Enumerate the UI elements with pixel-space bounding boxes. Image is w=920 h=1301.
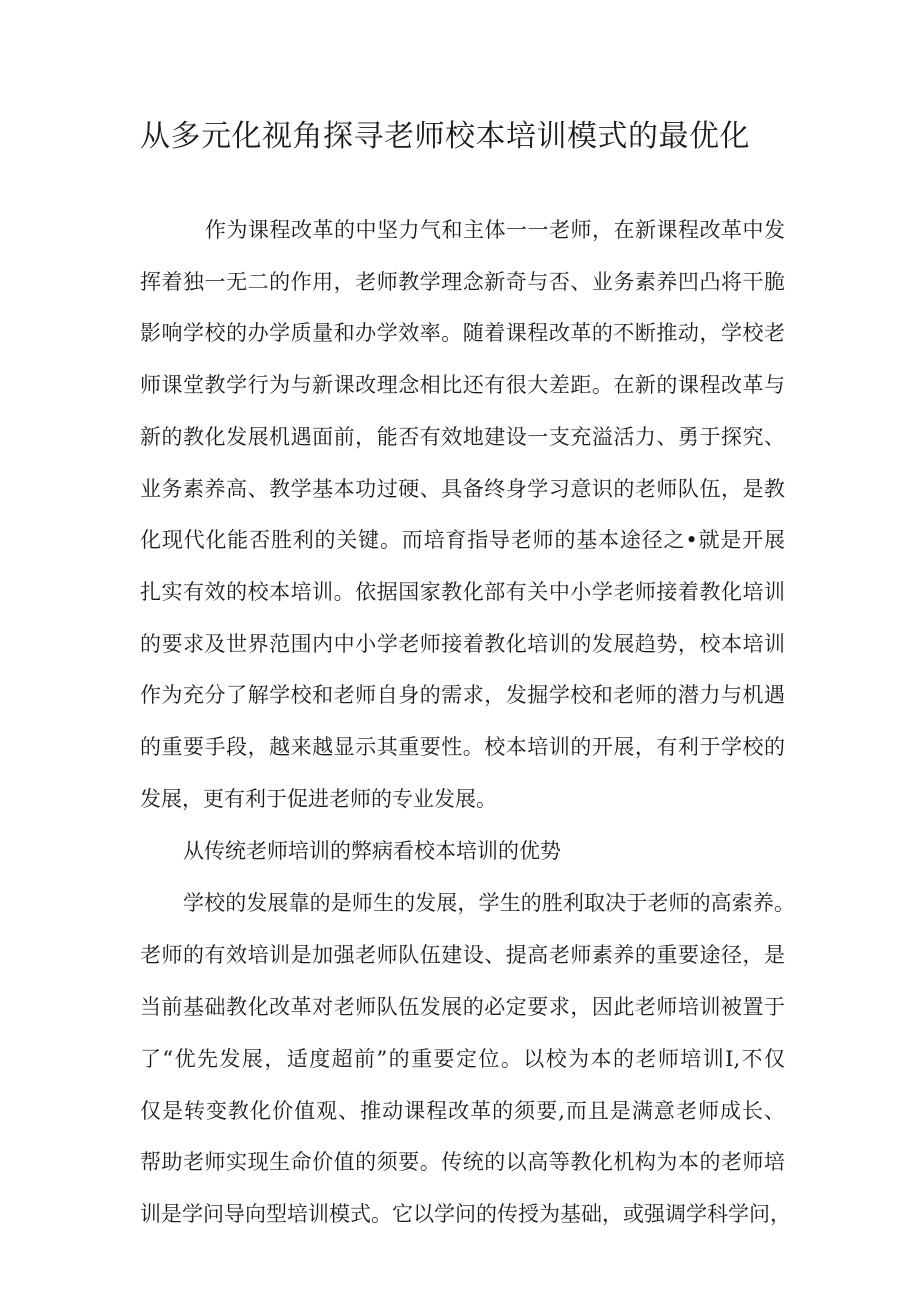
paragraph-1-line-1: 作为课程改革的中坚力气和主体一一老师，在新课程改革中发 xyxy=(205,218,785,242)
paragraph-1-line-4: 师课堂教学行为与新课改理念相比还有很大差距。在新的课程改革与 xyxy=(140,373,785,397)
paragraph-2-line-6: 帮助老师实现生命价值的须要。传统的以高等教化机构为本的老师培 xyxy=(140,1150,785,1174)
paragraph-2-line-3: 当前基础教化改革对老师队伍发展的必定要求，因此老师培训被置于 xyxy=(140,995,785,1019)
paragraph-2-line-2: 老师的有效培训是加强老师队伍建设、提高老师素养的重要途径，是 xyxy=(140,943,785,967)
paragraph-1-line-3: 影响学校的办学质量和办学效率。随着课程改革的不断推动，学校老 xyxy=(140,321,785,345)
document-title: 从多元化视角探寻老师校本培训模式的最优化 xyxy=(140,119,750,154)
paragraph-2-line-1: 学校的发展靠的是师生的发展，学生的胜利取决于老师的高索养。 xyxy=(183,891,795,915)
section-heading: 从传统老师培训的弊病看校本培训的优势 xyxy=(183,839,561,863)
paragraph-2-line-7: 训是学问导向型培训模式。它以学问的传授为基础，或强调学科学问， xyxy=(140,1202,791,1226)
paragraph-1-line-9: 的要求及世界范围内中小学老师接着教化培训的发展趋势，校本培训 xyxy=(140,632,785,656)
paragraph-1-line-7: 化现代化能否胜利的关键。而培育指导老师的基本途径之•就是开展 xyxy=(140,528,785,552)
paragraph-1-line-2: 挥着独一无二的作用，老师教学理念新奇与否、业务素养凹凸将干脆 xyxy=(140,270,785,294)
paragraph-2-line-5: 仅是转变教化价值观、推动课程改革的须要,而且是满意老师成长、 xyxy=(140,1099,785,1123)
paragraph-2-line-4: 了“优先发展，适度超前”的重要定位。以校为本的老师培训I,不仅 xyxy=(140,1047,785,1071)
paragraph-1-line-6: 业务素养高、教学基本功过硬、具备终身学习意识的老师队伍，是教 xyxy=(140,477,785,501)
paragraph-1-line-10: 作为充分了解学校和老师自身的需求，发掘学校和老师的潜力与机遇 xyxy=(140,683,785,707)
paragraph-1-line-11: 的重要手段，越来越显示其重要性。校本培训的开展，有利于学校的 xyxy=(140,735,785,759)
paragraph-1-line-5: 新的教化发展机遇面前，能否有效地建设一支充溢活力、勇于探究、 xyxy=(140,425,785,449)
paragraph-1-line-12: 发展，更有利于促进老师的专业发展。 xyxy=(140,787,497,811)
paragraph-1-line-8: 扎实有效的校本培训。依据国家教化部有关中小学老师接着教化培训 xyxy=(140,580,785,604)
